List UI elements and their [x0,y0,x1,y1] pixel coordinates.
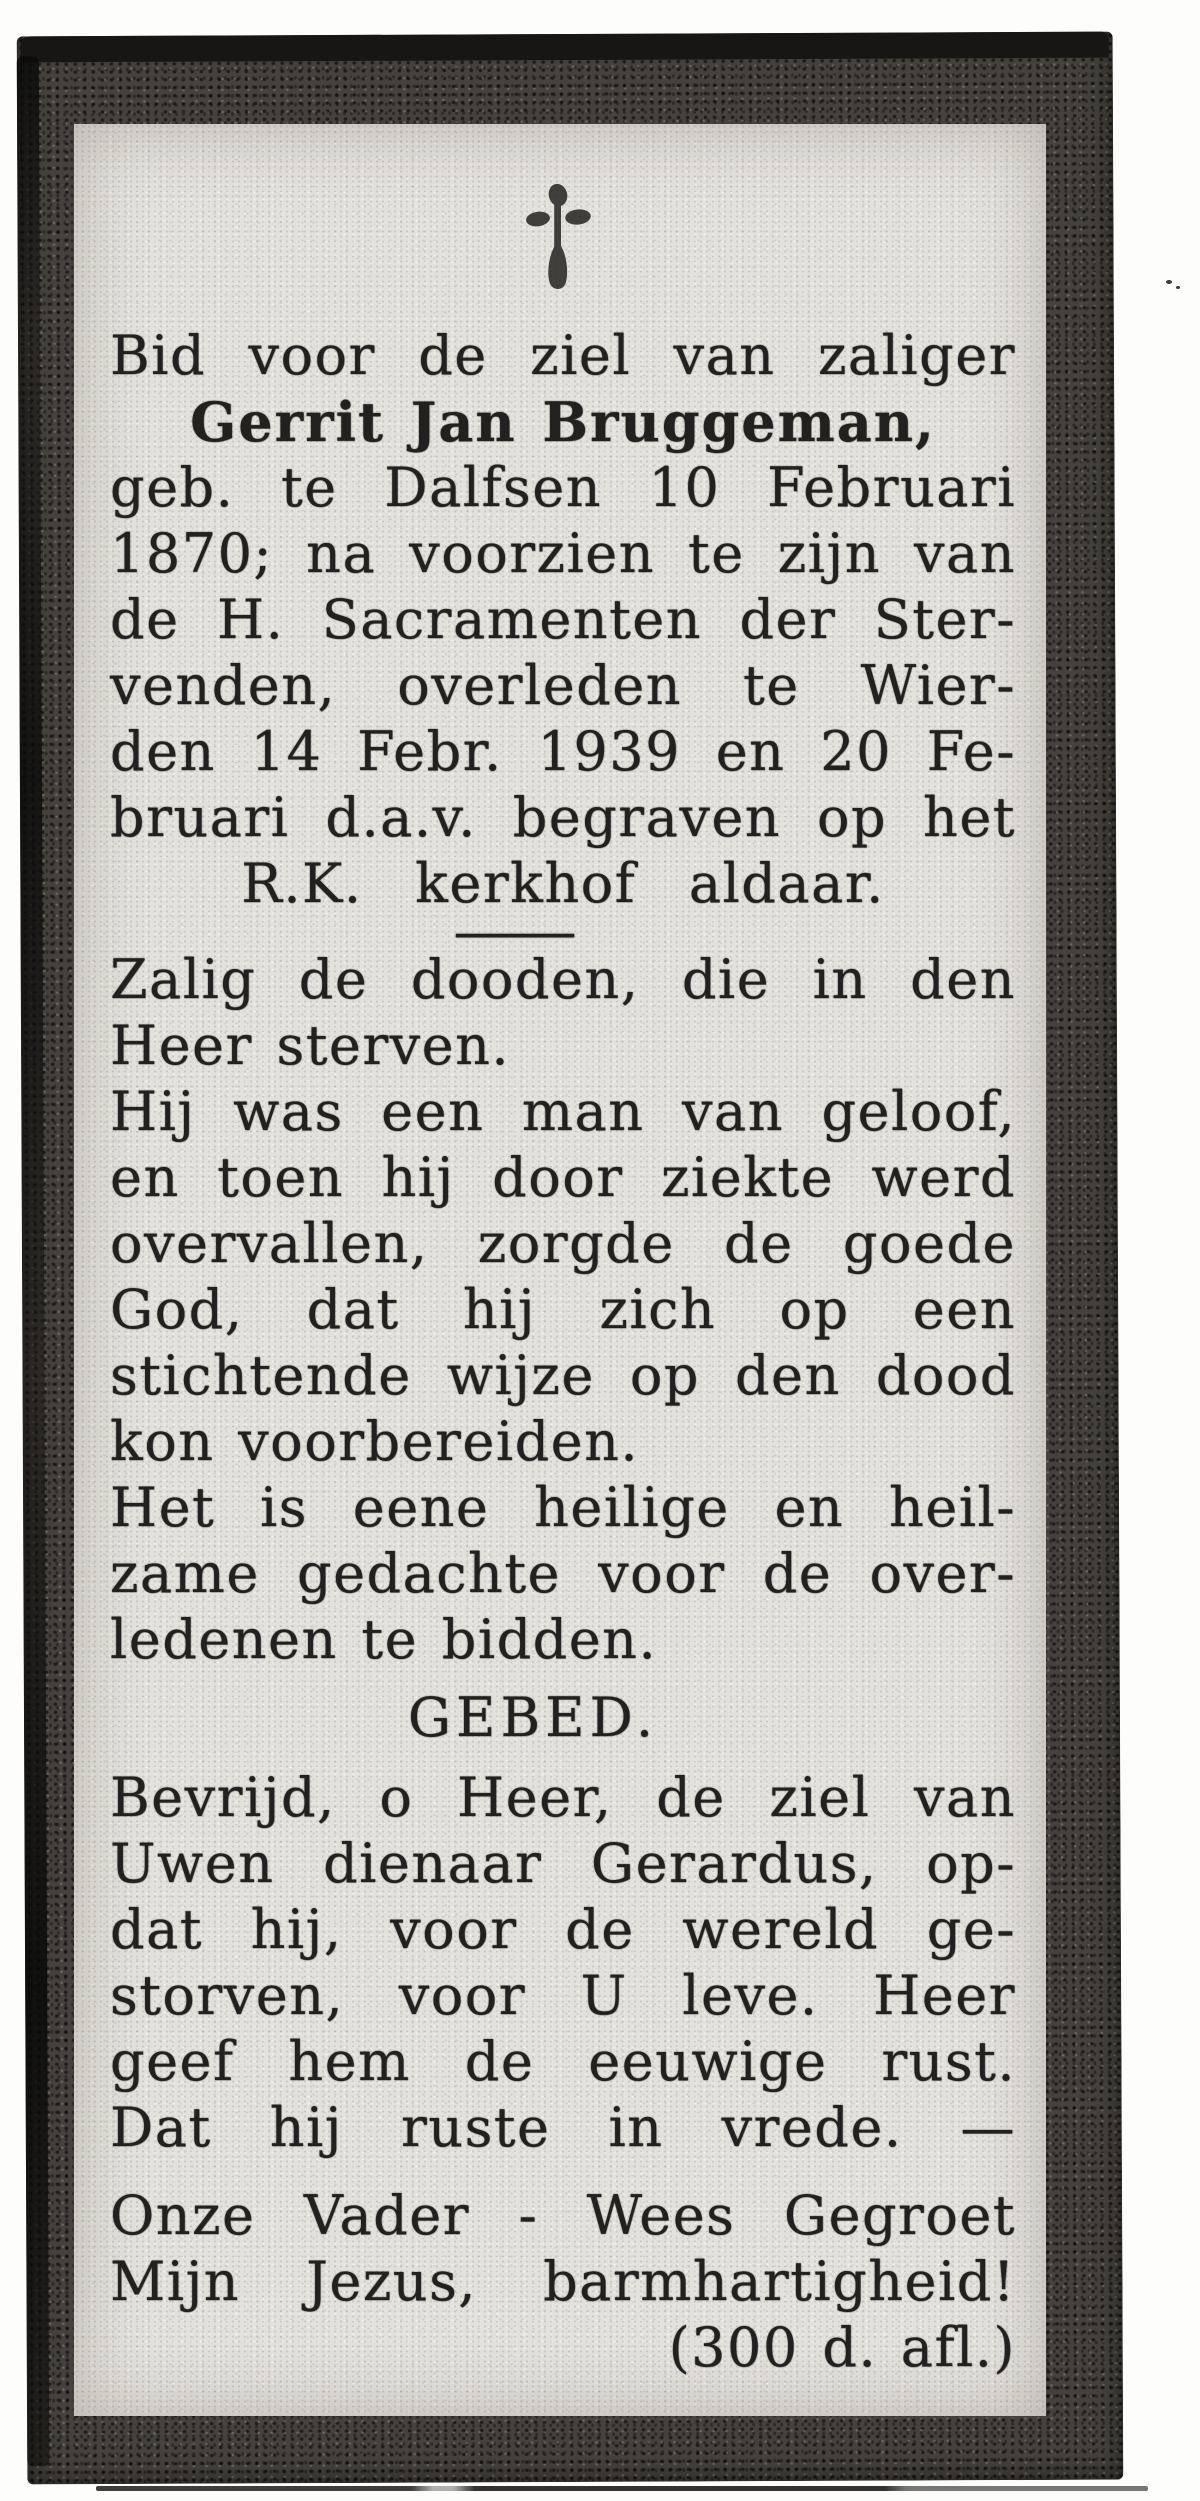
card-line-cemetery: R.K. kerkhof aldaar. [241,852,885,915]
card-line: dat hij, voor de wereld ge- [110,1898,1016,1961]
card-line: geef hem de eeuwige rust. [110,2030,1016,2093]
card-content [74,124,1046,2416]
card-line: Het is eene heilige en heil- [110,1476,1016,1539]
card-line: Onze Vader - Wees Gegroet [110,2184,1016,2247]
indulgence-note: (300 d. afl.) [668,2316,1016,2379]
prayer-heading: GEBED. [407,1686,659,1749]
card-line: den 14 Febr. 1939 en 20 Fe- [110,720,1016,783]
latin-cross-icon [523,182,595,304]
card-line: overvallen, zorgde de goede [110,1212,1016,1275]
frame-left-edge [17,56,50,2466]
card-line: geb. te Dalfsen 10 Februari [110,456,1016,519]
card-line: stichtende wijze op den dood [110,1344,1016,1407]
scan-speck [1166,280,1172,284]
card-line: bruari d.a.v. begraven op het [110,786,1016,849]
card-line: kon voorbereiden. [110,1410,640,1473]
card-line: Hij was een man van geloof, [110,1080,1016,1143]
cross-row [110,124,1016,323]
card-line-intro: Bid voor de ziel van zaliger [110,324,1016,387]
card-line: Dat hij ruste in vrede. — [110,2096,1016,2159]
prayer-card-paper [74,124,1046,2416]
card-line: Bevrijd, o Heer, de ziel van [110,1766,1016,1829]
card-line: Zalig de dooden, die in den [110,948,1016,1011]
card-line: de H. Sacramenten der Ster- [110,588,1016,651]
card-line: God, dat hij zich op een [110,1278,1016,1341]
card-line: 1870; na voorzien te zijn van [110,522,1016,585]
card-line: Uwen dienaar Gerardus, op- [110,1832,1016,1895]
card-line: storven, voor U leve. Heer [110,1964,1016,2027]
card-line: zame gedachte voor de over- [110,1542,1016,1605]
divider-dash: — [450,900,580,963]
card-line: venden, overleden te Wier- [110,654,1016,717]
deceased-name: Gerrit Jan Bruggeman, [190,390,936,454]
card-line: Mijn Jezus, barmhartigheid! [110,2250,1016,2313]
frame-top-edge [21,32,1109,63]
scan-speck [418,88,423,93]
card-line: ledenen te bidden. [110,1608,658,1671]
scan-speck [1176,286,1180,289]
card-line: Heer sterven. [110,1014,511,1077]
scan-artifact-line [96,2486,1148,2491]
card-line: en toen hij door ziekte werd [110,1146,1016,1209]
divider-row [110,900,1016,963]
